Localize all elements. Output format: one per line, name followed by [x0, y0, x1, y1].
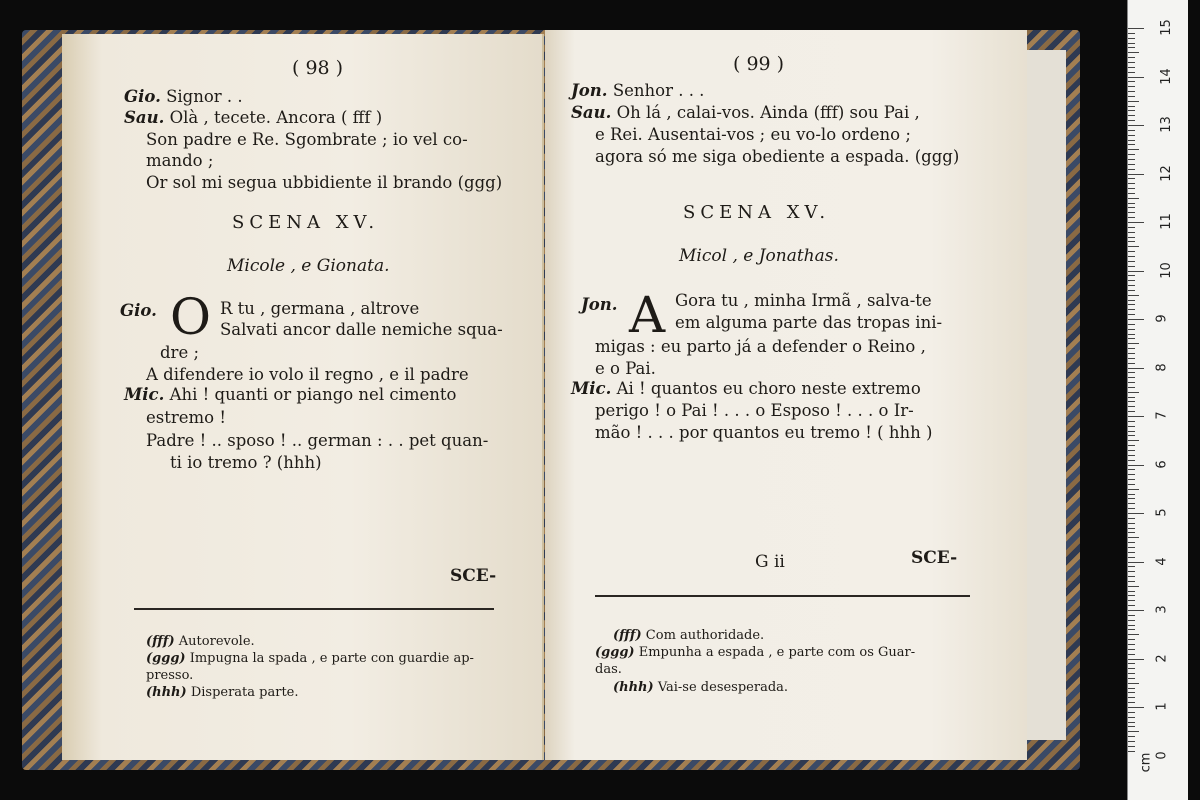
ruler-tick	[1128, 692, 1135, 693]
text-line: agora só me siga obediente a espada. (ggg)	[595, 147, 960, 166]
ruler-tick	[1128, 261, 1135, 262]
ruler-tick	[1128, 629, 1135, 630]
ruler-tick	[1128, 435, 1135, 436]
ruler-tick	[1128, 518, 1135, 519]
ruler-number: 6	[1154, 459, 1170, 469]
ruler-tick	[1128, 649, 1135, 650]
text-line: Or sol mi segua ubbidiente il brando (ggg)	[146, 173, 503, 192]
ruler-tick	[1128, 198, 1139, 199]
text-line: em alguma parte das tropas ini-	[675, 313, 943, 332]
ruler-tick	[1128, 659, 1144, 660]
text-line: mão ! . . . por quantos eu tremo ! ( hhh )	[595, 423, 933, 442]
ruler-tick	[1128, 460, 1135, 461]
ruler-tick	[1128, 207, 1135, 208]
ruler-tick	[1128, 431, 1135, 432]
ruler-number: 14	[1158, 67, 1174, 85]
ruler-tick	[1128, 484, 1135, 485]
catchword: SCE-	[911, 548, 958, 568]
ruler-tick	[1128, 547, 1135, 548]
text-line: Mic. Ai ! quantos eu choro neste extremo	[571, 379, 921, 398]
ruler-tick	[1128, 130, 1135, 131]
ruler-tick	[1128, 455, 1135, 456]
ruler-tick	[1128, 232, 1135, 233]
ruler-tick	[1128, 503, 1135, 504]
ruler-tick	[1128, 474, 1135, 475]
ruler-tick	[1128, 251, 1135, 252]
ruler-tick	[1128, 663, 1135, 664]
ruler-tick	[1128, 309, 1135, 310]
ruler-tick	[1128, 28, 1144, 29]
ruler-tick	[1128, 562, 1144, 563]
ruler-number: 15	[1158, 19, 1174, 36]
ruler-tick	[1128, 421, 1135, 422]
ruler-tick	[1128, 285, 1135, 286]
ruler-number: 10	[1158, 261, 1174, 279]
ruler-tick	[1128, 465, 1144, 466]
ruler-unit: cm	[1138, 752, 1154, 773]
ruler-tick	[1128, 178, 1135, 179]
footnote-rule	[134, 608, 494, 610]
text-line: R tu , germana , altrove	[220, 299, 420, 318]
ruler-tick	[1128, 140, 1135, 141]
ruler-tick	[1128, 256, 1135, 257]
footnote: (hhh) Disperata parte.	[146, 685, 299, 700]
ruler-tick	[1128, 227, 1135, 228]
ruler-tick	[1128, 697, 1135, 698]
ruler-tick	[1128, 169, 1135, 170]
footnote: (ggg) Impugna la spada , e parte con guardie ap-	[146, 651, 474, 666]
ruler-tick	[1128, 644, 1135, 645]
footnote: das.	[595, 662, 622, 677]
text-line: Salvati ancor dalle nemiche squa-	[220, 320, 503, 339]
ruler-tick	[1128, 639, 1135, 640]
ruler-tick	[1128, 62, 1135, 63]
ruler-tick	[1128, 411, 1135, 412]
text-line: Gio.	[120, 301, 157, 320]
ruler-tick	[1128, 416, 1144, 417]
ruler-tick	[1128, 348, 1135, 349]
ruler-tick	[1128, 673, 1135, 674]
ruler-tick	[1128, 271, 1144, 272]
ruler-tick	[1128, 566, 1135, 567]
ruler-tick	[1128, 81, 1135, 82]
ruler-tick	[1128, 319, 1144, 320]
ruler-tick	[1128, 489, 1139, 490]
ruler-tick	[1128, 746, 1135, 747]
ruler-tick	[1128, 722, 1135, 723]
ruler-tick	[1128, 237, 1135, 238]
ruler-tick	[1128, 615, 1135, 616]
ruler-tick	[1128, 52, 1139, 53]
ruler-tick	[1128, 702, 1135, 703]
text-line: Jon. Senhor . . .	[571, 81, 705, 100]
ruler-tick	[1128, 634, 1139, 635]
ruler-tick	[1128, 338, 1135, 339]
ruler-tick	[1128, 372, 1135, 373]
ruler-tick	[1128, 668, 1135, 669]
ruler-tick	[1128, 33, 1135, 34]
ruler-tick	[1128, 595, 1135, 596]
ruler-tick	[1128, 353, 1135, 354]
ruler-tick	[1128, 183, 1135, 184]
ruler-tick	[1128, 343, 1139, 344]
ruler-tick	[1128, 678, 1135, 679]
ruler-tick	[1128, 537, 1139, 538]
ruler-tick	[1128, 217, 1135, 218]
ruler-tick	[1128, 275, 1135, 276]
ruler-number: 13	[1158, 116, 1174, 133]
ruler-tick	[1128, 731, 1139, 732]
text-line: migas : eu parto já a defender o Reino ,	[595, 337, 926, 356]
ruler-tick	[1128, 581, 1135, 582]
ruler-tick	[1128, 557, 1135, 558]
ruler-tick	[1128, 620, 1135, 621]
ruler-tick	[1128, 314, 1135, 315]
ruler-tick	[1128, 154, 1135, 155]
scene-characters: Micol , e Jonathas.	[679, 246, 839, 266]
text-line: Padre ! .. sposo ! .. german : . . pet quan-	[146, 431, 489, 450]
ruler-tick	[1128, 406, 1135, 407]
ruler-tick	[1128, 576, 1135, 577]
ruler-tick	[1128, 683, 1139, 684]
ruler-tick	[1128, 523, 1135, 524]
ruler-tick	[1128, 115, 1135, 116]
catchword: SCE-	[450, 566, 497, 586]
ruler-tick	[1128, 120, 1135, 121]
text-line: Mic. Ahi ! quanti or piango nel cimento	[124, 385, 457, 404]
ruler-number: 3	[1154, 605, 1170, 614]
ruler-tick	[1128, 149, 1139, 150]
footnote: presso.	[146, 668, 194, 683]
ruler-number: 11	[1158, 213, 1174, 230]
text-line: Gora tu , minha Irmã , salva-te	[675, 291, 932, 310]
ruler-tick	[1128, 586, 1139, 587]
scene-title: SCENA XV.	[232, 212, 380, 233]
scene-characters: Micole , e Gionata.	[227, 256, 390, 276]
text-line: ti io tremo ? (hhh)	[170, 453, 322, 472]
ruler-tick	[1128, 47, 1135, 48]
ruler-tick	[1128, 542, 1135, 543]
ruler-tick	[1128, 144, 1135, 145]
ruler-tick	[1128, 741, 1135, 742]
text-line: perigo ! o Pai ! . . . o Esposo ! . . . o Ir-	[595, 401, 914, 420]
ruler-number: 2	[1154, 653, 1170, 663]
ruler-tick	[1128, 101, 1139, 102]
ruler-tick	[1128, 164, 1135, 165]
ruler-tick	[1128, 513, 1144, 514]
scene-title: SCENA XV.	[683, 202, 831, 223]
page-number: ( 98 )	[292, 57, 344, 79]
ruler-number: 5	[1154, 508, 1170, 517]
ruler-tick	[1128, 246, 1139, 247]
ruler-number: 0	[1154, 750, 1170, 760]
ruler-number: 9	[1154, 314, 1170, 323]
ruler-tick	[1128, 591, 1135, 592]
ruler-tick	[1128, 174, 1144, 175]
text-line: Sau. Olà , tecete. Ancora ( fff )	[124, 108, 383, 127]
ruler-tick	[1128, 494, 1135, 495]
right-page	[545, 30, 1027, 760]
measuring-ruler	[1127, 0, 1188, 800]
ruler-tick	[1128, 125, 1144, 126]
ruler-tick	[1128, 440, 1139, 441]
text-line: dre ;	[160, 343, 200, 362]
footnote: (ggg) Empunha a espada , e parte com os Guar-	[595, 645, 916, 660]
ruler-tick	[1128, 736, 1135, 737]
ruler-tick	[1128, 295, 1139, 296]
ruler-number: 12	[1158, 164, 1174, 182]
ruler-tick	[1128, 329, 1135, 330]
footnote-rule	[595, 595, 970, 597]
ruler-tick	[1128, 508, 1135, 509]
ruler-tick	[1128, 290, 1135, 291]
ruler-tick	[1128, 91, 1135, 92]
text-line: Son padre e Re. Sgombrate ; io vel co-	[146, 130, 468, 149]
ruler-number: 7	[1154, 411, 1170, 420]
ruler-tick	[1128, 532, 1135, 533]
ruler-tick	[1128, 110, 1135, 111]
ruler-tick	[1128, 358, 1135, 359]
ruler-tick	[1128, 38, 1135, 39]
text-line: e Rei. Ausentai-vos ; eu vo-lo ordeno ;	[595, 125, 911, 144]
ruler-tick	[1128, 528, 1135, 529]
ruler-number: 1	[1154, 702, 1170, 711]
ruler-tick	[1128, 363, 1135, 364]
text-line: Jon.	[581, 295, 618, 314]
footnote: (hhh) Vai-se desesperada.	[613, 680, 789, 695]
ruler-tick	[1128, 751, 1135, 752]
ruler-tick	[1128, 159, 1135, 160]
ruler-tick	[1128, 426, 1135, 427]
left-page	[62, 34, 544, 760]
drop-cap: O	[170, 288, 211, 346]
ruler-tick	[1128, 43, 1135, 44]
ruler-tick	[1128, 688, 1135, 689]
ruler-tick	[1128, 445, 1135, 446]
ruler-tick	[1128, 401, 1135, 402]
ruler-tick	[1128, 266, 1135, 267]
ruler-tick	[1128, 212, 1135, 213]
footnote: (fff) Autorevole.	[146, 634, 255, 649]
ruler-tick	[1128, 368, 1144, 369]
signature-mark: G ii	[755, 552, 785, 572]
ruler-tick	[1128, 450, 1135, 451]
ruler-tick	[1128, 86, 1135, 87]
ruler-tick	[1128, 382, 1135, 383]
ruler-tick	[1128, 552, 1135, 553]
ruler-tick	[1128, 654, 1135, 655]
ruler-tick	[1128, 397, 1135, 398]
ruler-tick	[1128, 193, 1135, 194]
ruler-tick	[1128, 203, 1135, 204]
text-line: Sau. Oh lá , calai-vos. Ainda (fff) sou Pai ,	[571, 103, 920, 122]
ruler-tick	[1128, 280, 1135, 281]
footnote: (fff) Com authoridade.	[613, 628, 765, 643]
ruler-tick	[1128, 571, 1135, 572]
ruler-tick	[1128, 77, 1144, 78]
ruler-tick	[1128, 625, 1135, 626]
ruler-number: 4	[1154, 556, 1170, 566]
ruler-tick	[1128, 392, 1139, 393]
text-line: Gio. Signor . .	[124, 87, 243, 106]
ruler-tick	[1128, 304, 1135, 305]
ruler-tick	[1128, 72, 1135, 73]
ruler-tick	[1128, 96, 1135, 97]
ruler-tick	[1128, 135, 1135, 136]
ruler-tick	[1128, 57, 1135, 58]
ruler-tick	[1128, 707, 1144, 708]
ruler-tick	[1128, 222, 1144, 223]
drop-cap: A	[629, 286, 666, 344]
ruler-tick	[1128, 387, 1135, 388]
ruler-tick	[1128, 67, 1135, 68]
ruler-tick	[1128, 498, 1135, 499]
ruler-tick	[1128, 610, 1144, 611]
ruler-tick	[1128, 469, 1135, 470]
ruler-tick	[1128, 479, 1135, 480]
ruler-tick	[1128, 600, 1135, 601]
text-line: e o Pai.	[595, 359, 656, 378]
text-line: mando ;	[146, 151, 214, 170]
ruler-tick	[1128, 377, 1135, 378]
ruler-tick	[1128, 334, 1135, 335]
ruler-number: 8	[1154, 362, 1170, 372]
text-line: A difendere io volo il regno , e il padre	[146, 365, 469, 384]
ruler-tick	[1128, 300, 1135, 301]
ruler-tick	[1128, 106, 1135, 107]
ruler-tick	[1128, 717, 1135, 718]
ruler-tick	[1128, 241, 1135, 242]
ruler-tick	[1128, 605, 1135, 606]
ruler-tick	[1128, 188, 1135, 189]
ruler-tick	[1128, 324, 1135, 325]
text-line: estremo !	[146, 408, 226, 427]
ruler-tick	[1128, 726, 1135, 727]
page-number: ( 99 )	[733, 53, 785, 75]
ruler-tick	[1128, 712, 1135, 713]
